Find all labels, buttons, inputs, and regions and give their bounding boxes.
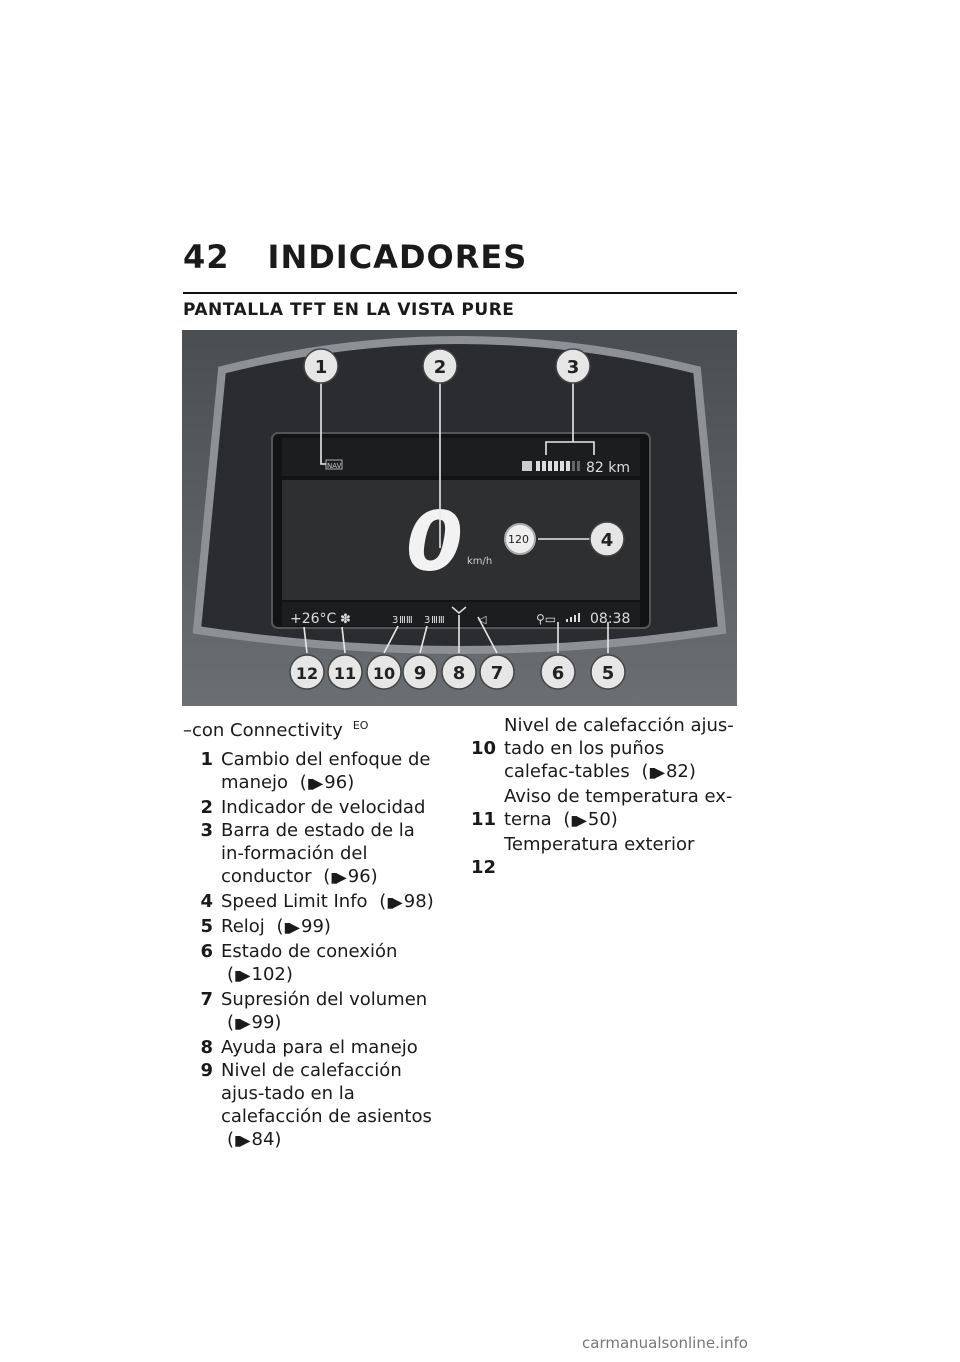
legend-item-text: Ayuda para el manejo <box>221 1037 418 1058</box>
legend-item-number: 12 <box>470 857 496 878</box>
legend-item-ref[interactable]: 50) <box>587 809 618 830</box>
legend-item <box>183 1059 443 1153</box>
legend-item-text: Estado de conexión (▮▶ 102) <box>213 940 443 988</box>
legend-item-number: 8 <box>200 1037 213 1058</box>
legend-item-number: 6 <box>200 941 213 962</box>
legend-item-number: 11 <box>470 809 496 830</box>
nav-label: NAV <box>327 462 342 470</box>
legend-item-number: 2 <box>200 797 213 818</box>
mute-icon: ◁ <box>478 613 487 626</box>
heat-grip-icon: ⅢⅢ <box>399 615 413 626</box>
callout-2: 2 <box>433 357 447 378</box>
dashboard-figure <box>182 330 737 706</box>
legend-item <box>183 1036 443 1059</box>
legend-item-ref[interactable]: 99) <box>301 916 331 937</box>
legend-item-number: 7 <box>200 989 213 1010</box>
legend-item <box>466 714 736 785</box>
legend-item <box>183 988 443 1036</box>
heat-seat-icon: ⅢⅢ <box>431 615 445 626</box>
callout-7: 7 <box>490 663 504 684</box>
clock-readout: 08:38 <box>590 611 631 627</box>
page-number: 42 <box>183 238 230 276</box>
legend-item <box>183 819 443 890</box>
legend-item-ref[interactable]: 82) <box>665 761 696 782</box>
dashboard-illustration <box>182 330 737 706</box>
heat-seat-level: 3 <box>424 615 431 626</box>
legend-item-number: 3 <box>200 820 213 841</box>
callout-9: 9 <box>413 663 427 684</box>
legend-item-number: 9 <box>200 1060 213 1081</box>
page-header <box>183 238 737 276</box>
arrow-icon: ▮▶ <box>648 765 663 781</box>
arrow-icon: ▮▶ <box>306 776 322 792</box>
legend-item-text: Indicador de velocidad <box>221 797 426 818</box>
connection-icon: ⚲▭ <box>536 612 557 626</box>
legend-item <box>183 796 443 819</box>
arrow-icon: ▮▶ <box>283 920 299 936</box>
legend-item-number: 4 <box>200 891 213 912</box>
arrow-icon: ▮▶ <box>234 1133 249 1149</box>
legend-item-ref[interactable]: 98) <box>403 891 434 912</box>
legend-item-text: Speed Limit Info (▮▶ 98) <box>213 890 434 915</box>
speed-unit: km/h <box>467 556 493 567</box>
section-title: PANTALLA TFT EN LA VISTA PURE <box>183 292 737 320</box>
callout-3: 3 <box>566 357 580 378</box>
temperature-readout: +26°C <box>290 611 337 627</box>
watermark: carmanualsonline.info <box>582 1334 748 1352</box>
legend-item-ref[interactable]: 84) <box>251 1129 282 1150</box>
heat-grip-level: 3 <box>392 615 399 626</box>
callout-1: 1 <box>314 357 328 378</box>
page-title <box>183 238 737 276</box>
arrow-icon: ▮▶ <box>386 895 401 911</box>
legend-subtitle-sup: EO <box>352 719 369 732</box>
legend-subtitle <box>183 714 443 742</box>
legend-item-text: Temperatura exterior <box>504 834 695 855</box>
legend-item <box>466 833 736 879</box>
arrow-icon: ▮▶ <box>234 1016 249 1032</box>
legend-subtitle-text: –con Connectivity <box>183 720 343 741</box>
callout-11: 11 <box>333 664 357 683</box>
callout-12: 12 <box>295 664 319 683</box>
speed-limit-value: 120 <box>508 533 529 546</box>
arrow-icon: ▮▶ <box>234 968 249 984</box>
snowflake-icon: ✽ <box>340 612 351 627</box>
legend-item <box>183 748 443 796</box>
legend-item-text: Aviso de temperatura ex-terna (▮▶ 50) <box>496 785 736 833</box>
legend-item-text: Supresión del volumen (▮▶ 99) <box>213 988 443 1036</box>
legend-item-number: 10 <box>470 738 496 759</box>
legend-item-ref[interactable]: 99) <box>251 1012 282 1033</box>
callout-6: 6 <box>551 663 565 684</box>
legend-item-text: Barra de estado de la in-formación del conductor (▮▶ 96) <box>213 819 443 890</box>
legend-item-text: Reloj (▮▶ 99) <box>213 915 331 940</box>
legend-item-text: Nivel de calefacción ajus-tado en los puños calefac-tables (▮▶ 82) <box>496 714 736 785</box>
arrow-icon: ▮▶ <box>330 870 345 886</box>
speed-readout: 0 <box>406 495 464 590</box>
legend-item <box>183 915 443 940</box>
chapter-title: INDICADORES <box>267 238 528 276</box>
legend-item-number: 1 <box>200 749 213 770</box>
legend-item-ref[interactable]: 102) <box>251 964 293 985</box>
legend-column-left <box>183 714 443 1153</box>
range-readout: 82 km <box>586 460 631 476</box>
callout-8: 8 <box>452 663 466 684</box>
callout-5: 5 <box>601 663 615 684</box>
legend-item <box>183 890 443 915</box>
legend-item <box>183 940 443 988</box>
legend-item-number: 5 <box>200 916 213 937</box>
legend-item-ref[interactable]: 96) <box>347 866 378 887</box>
legend-item <box>466 785 736 833</box>
legend-item-text: Cambio del enfoque de manejo (▮▶ 96) <box>213 748 443 796</box>
legend-column-right <box>466 714 736 879</box>
callout-4: 4 <box>600 530 614 551</box>
callout-10: 10 <box>372 664 396 683</box>
legend-item-ref[interactable]: 96) <box>324 772 355 793</box>
legend-item-text: Nivel de calefacción ajus-tado en la calefacción de asientos (▮▶ 84) <box>213 1059 443 1153</box>
arrow-icon: ▮▶ <box>570 813 585 829</box>
